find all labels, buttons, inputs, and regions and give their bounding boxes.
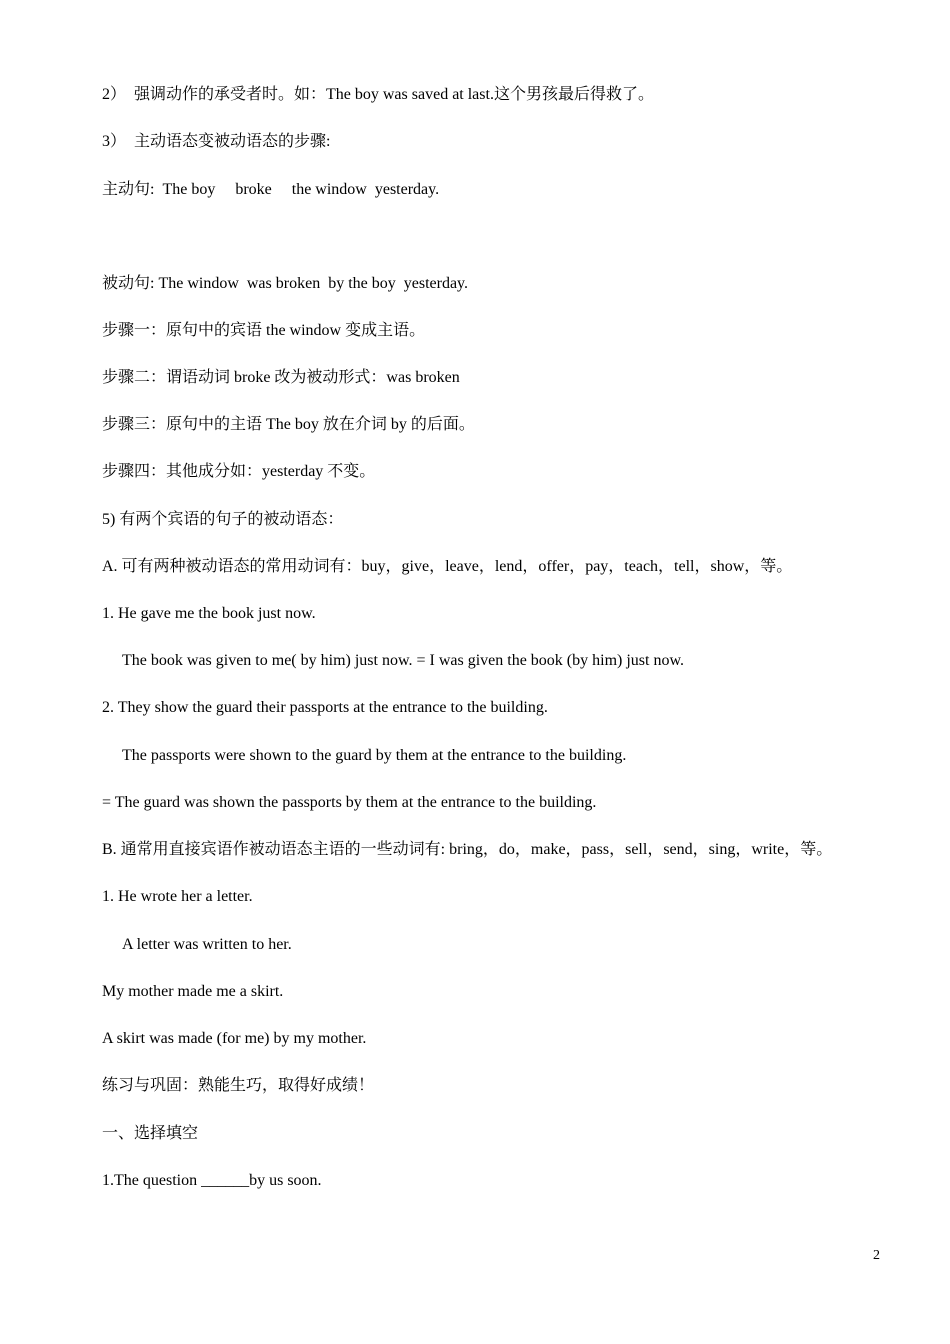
page-number: 2 [873, 1248, 880, 1263]
text-line-23: 1.The question ______by us soon. [102, 1172, 322, 1189]
text-line-20: A skirt was made (for me) by my mother. [102, 1030, 367, 1047]
text-line-18: A letter was written to her. [122, 936, 292, 953]
text-line-9: 5) 有两个宾语的句子的被动语态： [102, 511, 344, 528]
text-line-10: A. 可有两种被动语态的常用动词有：buy，give，leave，lend，offer，pay，teach，tell，show，等。 [102, 558, 793, 575]
text-line-19: My mother made me a skirt. [102, 983, 284, 1000]
text-line-22: 一、选择填空 [102, 1125, 199, 1142]
text-line-12: The book was given to me( by him) just now. = I was given the book (by him) just now. [122, 652, 684, 669]
text-line-4: 被动句: The window was broken by the boy yesterday. [102, 275, 469, 292]
text-line-2: 3） 主动语态变被动语态的步骤: [102, 133, 331, 150]
text-line-11: 1. He gave me the book just now. [102, 605, 316, 622]
text-line-14: The passports were shown to the guard by them at the entrance to the building. [122, 747, 627, 764]
text-line-6: 步骤二：谓语动词 broke 改为被动形式：was broken [102, 369, 460, 386]
text-line-21: 练习与巩固：熟能生巧，取得好成绩！ [102, 1077, 375, 1094]
text-line-13: 2. They show the guard their passports at the entrance to the building. [102, 699, 548, 716]
text-line-1: 2） 强调动作的承受者时。如：The boy was saved at last.这个男孩最后得救了。 [102, 86, 654, 103]
text-line-16: B. 通常用直接宾语作被动语态主语的一些动词有: bring，do，make，pass，sell，send，sing，write，等。 [102, 841, 833, 858]
text-line-17: 1. He wrote her a letter. [102, 888, 253, 905]
text-line-7: 步骤三：原句中的主语 The boy 放在介词 by 的后面。 [102, 416, 475, 433]
text-line-3: 主动句: The boy broke the window yesterday. [102, 181, 440, 198]
text-line-8: 步骤四：其他成分如：yesterday 不变。 [102, 463, 376, 480]
text-line-15: = The guard was shown the passports by them at the entrance to the building. [102, 794, 597, 811]
text-line-5: 步骤一：原句中的宾语 the window 变成主语。 [102, 322, 426, 339]
